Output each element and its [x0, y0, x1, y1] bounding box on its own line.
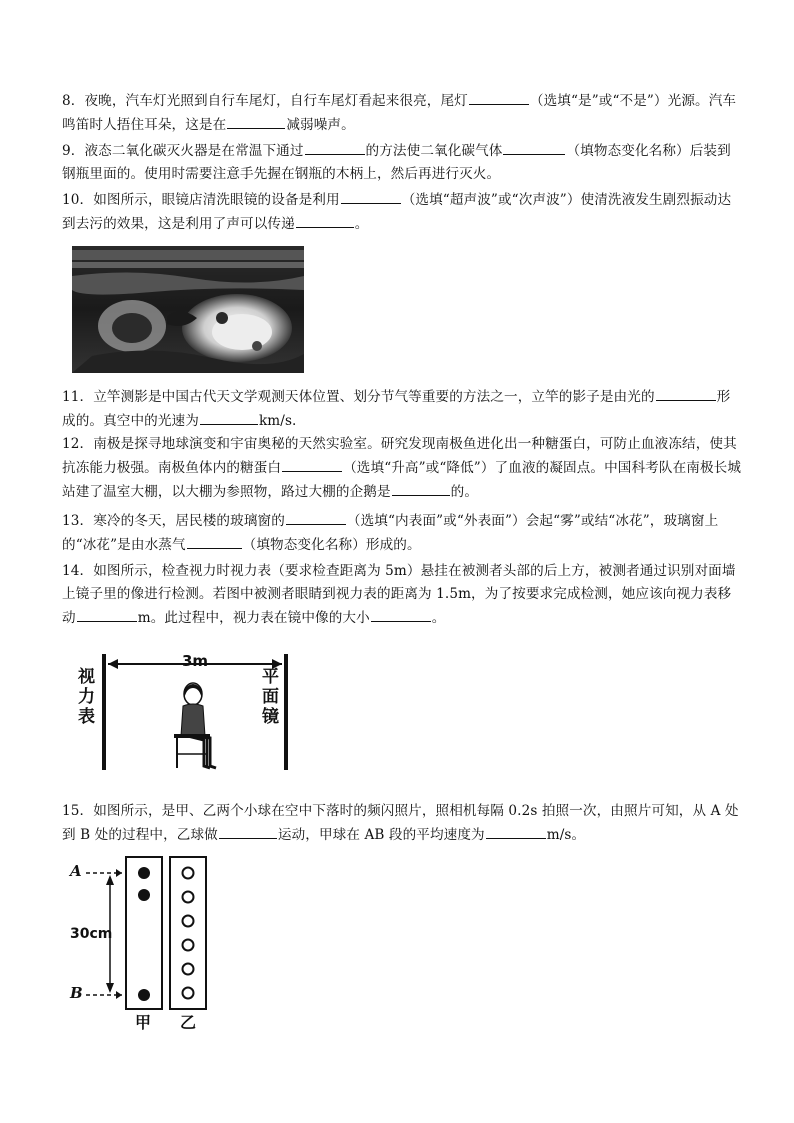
answer-blank[interactable]: [187, 533, 242, 549]
answer-blank[interactable]: [282, 456, 342, 472]
ball-jia: [138, 889, 150, 901]
answer-blank[interactable]: [305, 139, 365, 155]
label-yi: 乙: [180, 1013, 197, 1032]
distance-label: 3m: [182, 652, 209, 670]
answer-blank[interactable]: [656, 385, 716, 401]
question-12: 12．南极是探寻地球演变和宇宙奥秘的天然实验室。研究发现南极鱼进化出一种糖蛋白，可防止血液冻结，使其抗冻能力极强。南极鱼体内的糖蛋白 （选填“升高”或“降低”）了血液的凝固点。中国科考队在南极长城站建了温室大棚，以大棚为参照物，路过大棚的企鹅是 的。: [62, 436, 742, 500]
label-jia: 甲: [135, 1013, 152, 1032]
glasses-cleaner-image: [72, 246, 304, 373]
answer-blank[interactable]: [341, 188, 401, 204]
question-8: 8．夜晚，汽车灯光照到自行车尾灯，自行车尾灯看起来很亮，尾灯 （选填“是”或“不是”）光源。汽车鸣笛时人捂住耳朵，这是在 减弱噪声。: [62, 89, 742, 137]
mirror-label: 平面镜: [262, 667, 279, 727]
ball-yi: [183, 940, 194, 951]
vision-chart-label: 视力表: [78, 667, 95, 727]
ball-jia: [138, 989, 150, 1001]
answer-blank[interactable]: [392, 480, 450, 496]
question-9: 9．液态二氧化碳灭火器是在常温下通过 的方法使二氧化碳气体 （填物态变化名称）后装到钢瓶里面的。使用时需要注意手先握在钢瓶的木柄上，然后再进行灭火。: [62, 139, 742, 186]
answer-blank[interactable]: [486, 823, 546, 839]
ball-yi: [183, 868, 194, 879]
falling-balls-diagram: [64, 855, 224, 1035]
question-10: 10．如图所示，眼镜店清洗眼镜的设备是利用 （选填“超声波”或“次声波”）使清洗液发生剧烈振动达到去污的效果，这是利用了声可以传递 。: [62, 188, 742, 236]
question-11: 11．立竿测影是中国古代天文学观测天体位置、划分节气等重要的方法之一，立竿的影子是由光的 形成的。真空中的光速为 km/s.: [62, 385, 742, 433]
label-a: A: [70, 862, 82, 880]
answer-blank[interactable]: [219, 823, 277, 839]
answer-blank[interactable]: [286, 509, 346, 525]
answer-blank[interactable]: [77, 606, 137, 622]
answer-blank[interactable]: [371, 606, 431, 622]
answer-blank[interactable]: [227, 113, 285, 129]
ball-yi: [183, 916, 194, 927]
length-label: 30cm: [70, 926, 113, 942]
answer-blank[interactable]: [296, 212, 354, 228]
answer-blank[interactable]: [469, 89, 529, 105]
ball-jia: [138, 867, 150, 879]
person-icon: [174, 683, 216, 768]
vision-test-figure: [64, 650, 294, 780]
ball-yi: [183, 988, 194, 999]
question-15: 15．如图所示，是甲、乙两个小球在空中下落时的频闪照片，照相机每隔 0.2s 拍照一次，由照片可知，从 A 处到 B 处的过程中，乙球做 运动，甲球在 AB 段的平均速度为 m/s。: [62, 803, 739, 843]
question-14: 14．如图所示，检查视力时视力表（要求检查距离为 5m）悬挂在被测者头部的后上方，被测者通过识别对面墙上镜子里的像进行检测。若图中被测者眼睛到视力表的距离为 1.5m，为了按要求完成检测，她应该向视力表移动 m。此过程中，视力表在镜中像的大小 。: [62, 563, 736, 626]
answer-blank[interactable]: [200, 409, 258, 425]
ball-yi: [183, 892, 194, 903]
glasses-cleaner-photo: [72, 246, 304, 377]
ball-yi: [183, 964, 194, 975]
answer-blank[interactable]: [503, 139, 565, 155]
label-b: B: [70, 984, 83, 1002]
vision-test-diagram: [64, 650, 294, 776]
question-13: 13．寒冷的冬天，居民楼的玻璃窗的 （选填“内表面”或“外表面”）会起“雾”或结“冰花”，玻璃窗上的“冰花”是由水蒸气 （填物态变化名称）形成的。: [62, 509, 742, 557]
